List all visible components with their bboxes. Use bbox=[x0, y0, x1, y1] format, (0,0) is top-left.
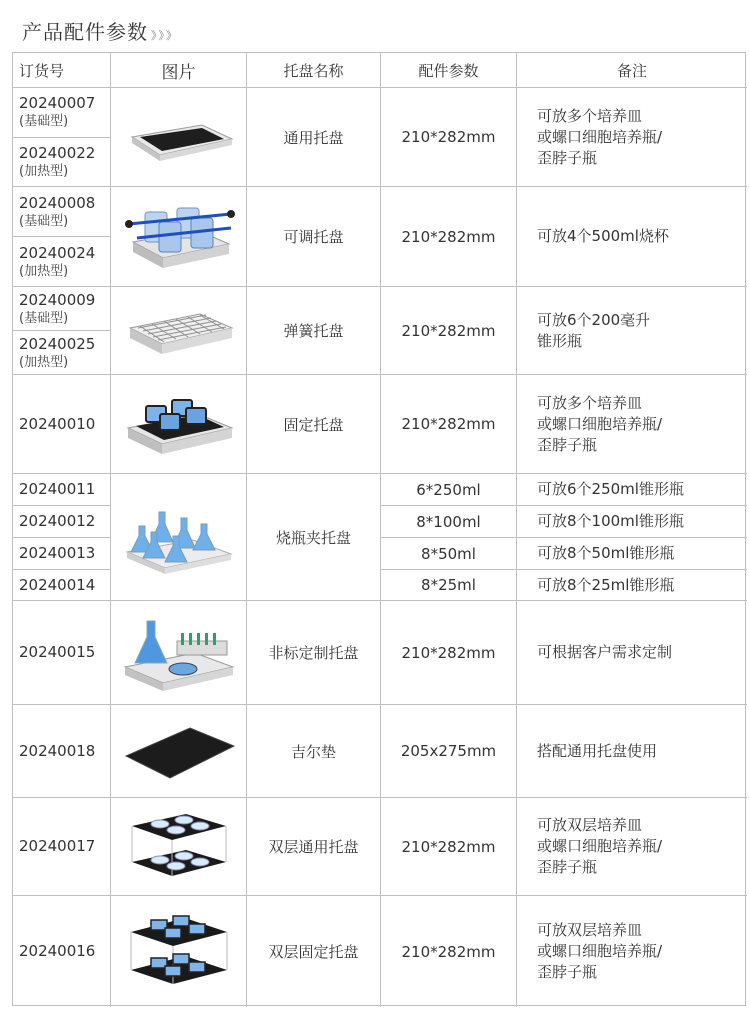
tray-parameter: 210*282mm bbox=[381, 896, 517, 1007]
tray-parameter: 210*282mm bbox=[381, 601, 517, 705]
tray-remark bbox=[517, 287, 747, 375]
spring-tray-image bbox=[111, 287, 247, 375]
tray-name: 双层固定托盘 bbox=[247, 896, 381, 1007]
tray-parameter: 205x275mm bbox=[381, 705, 517, 798]
order-type: (加热型) bbox=[19, 263, 69, 279]
order-type: (基础型) bbox=[19, 310, 69, 326]
tray-parameter: 210*282mm bbox=[381, 88, 517, 187]
remark-text: 搭配通用托盘使用 bbox=[537, 741, 658, 760]
tray-name: 固定托盘 bbox=[247, 375, 381, 474]
order-type: (基础型) bbox=[19, 114, 69, 130]
tray-remark bbox=[517, 88, 747, 187]
tray-remark: 可放6个250ml锥形瓶 bbox=[517, 474, 747, 506]
order-number: 20240016 bbox=[19, 942, 96, 960]
table-row-7-codes bbox=[13, 705, 111, 798]
page-title bbox=[22, 16, 179, 45]
tray-remark bbox=[517, 187, 747, 287]
title-chevrons: 》》》 bbox=[151, 29, 179, 42]
tray-parameter: 210*282mm bbox=[381, 798, 517, 896]
table-row-5-code-3 bbox=[13, 538, 111, 570]
tray-remark: 可放8个50ml锥形瓶 bbox=[517, 538, 747, 570]
flat-tray-image bbox=[111, 88, 247, 187]
tray-remark bbox=[517, 705, 747, 798]
order-number: 20240015 bbox=[19, 643, 96, 661]
tray-remark: 可放8个25ml锥形瓶 bbox=[517, 570, 747, 601]
tray-name: 烧瓶夹托盘 bbox=[247, 474, 381, 601]
header-remarks: 备注 bbox=[517, 53, 747, 88]
order-number: 20240012 bbox=[19, 512, 96, 530]
tray-name: 非标定制托盘 bbox=[247, 601, 381, 705]
table-row-5-code-1 bbox=[13, 474, 111, 506]
order-type: (加热型) bbox=[19, 163, 69, 179]
order-number: 20240017 bbox=[19, 837, 96, 855]
order-number: 20240022 bbox=[19, 143, 96, 162]
order-type: (基础型) bbox=[19, 213, 69, 229]
remark-text: 可根据客户需求定制 bbox=[537, 643, 673, 661]
table-row-1-codes bbox=[13, 88, 111, 187]
order-number: 20240009 bbox=[19, 290, 96, 309]
gel-mat-image bbox=[111, 705, 247, 798]
tray-parameter: 210*282mm bbox=[381, 187, 517, 287]
tray-remark: 可放8个100ml锥形瓶 bbox=[517, 506, 747, 538]
tray-name: 可调托盘 bbox=[247, 187, 381, 287]
order-number: 20240011 bbox=[19, 480, 96, 498]
header-picture: 图片 bbox=[111, 53, 247, 88]
tray-name: 通用托盘 bbox=[247, 88, 381, 187]
tray-name: 弹簧托盘 bbox=[247, 287, 381, 375]
remark-text: 可放双层培养皿 或螺口细胞培养瓶/ 歪脖子瓶 bbox=[537, 921, 663, 981]
double-layer-fixed-tray-image bbox=[111, 896, 247, 1007]
custom-tray-image bbox=[111, 601, 247, 705]
remark-text: 可放多个培养皿 或螺口细胞培养瓶/ 歪脖子瓶 bbox=[537, 393, 663, 454]
product-table bbox=[12, 52, 746, 1006]
order-number: 20240010 bbox=[19, 414, 96, 433]
tray-name: 吉尔垫 bbox=[247, 705, 381, 798]
tray-parameter: 210*282mm bbox=[381, 287, 517, 375]
table-row-3-codes bbox=[13, 287, 111, 375]
remark-text: 可放多个培养皿 或螺口细胞培养瓶/ 歪脖子瓶 bbox=[537, 106, 663, 167]
tray-parameter: 6*250ml bbox=[381, 474, 517, 506]
order-number: 20240024 bbox=[19, 243, 96, 262]
table-row-9-codes bbox=[13, 896, 111, 1007]
flask-clamp-tray-image bbox=[111, 474, 247, 601]
order-type: (加热型) bbox=[19, 354, 69, 370]
page-title-text: 产品配件参数 bbox=[22, 20, 148, 44]
table-row-8-codes bbox=[13, 798, 111, 896]
tray-parameter: 210*282mm bbox=[381, 375, 517, 474]
order-number: 20240014 bbox=[19, 575, 96, 594]
tray-remark bbox=[517, 896, 747, 1007]
tray-name: 双层通用托盘 bbox=[247, 798, 381, 896]
table-row-5-code-4 bbox=[13, 570, 111, 601]
table-row-5-code-2 bbox=[13, 506, 111, 538]
remark-text: 可放双层培养皿 或螺口细胞培养瓶/ 歪脖子瓶 bbox=[537, 816, 663, 876]
fixed-tray-image bbox=[111, 375, 247, 474]
header-parameters: 配件参数 bbox=[381, 53, 517, 88]
tray-parameter: 8*50ml bbox=[381, 538, 517, 570]
order-number: 20240025 bbox=[19, 334, 96, 353]
tray-remark bbox=[517, 601, 747, 705]
tray-parameter: 8*100ml bbox=[381, 506, 517, 538]
table-row-2-codes bbox=[13, 187, 111, 287]
adjustable-tray-image bbox=[111, 187, 247, 287]
order-number: 20240007 bbox=[19, 94, 96, 113]
remark-text: 可放6个200毫升 锥形瓶 bbox=[537, 310, 651, 350]
tray-remark bbox=[517, 375, 747, 474]
table-row-6-codes bbox=[13, 601, 111, 705]
header-order-no: 订货号 bbox=[13, 53, 111, 88]
header-tray-name: 托盘名称 bbox=[247, 53, 381, 88]
order-number: 20240013 bbox=[19, 544, 96, 562]
remark-text: 可放4个500ml烧杯 bbox=[537, 227, 669, 245]
tray-parameter: 8*25ml bbox=[381, 570, 517, 601]
table-row-4-codes bbox=[13, 375, 111, 474]
tray-remark bbox=[517, 798, 747, 896]
order-number: 20240008 bbox=[19, 193, 96, 212]
double-layer-tray-image bbox=[111, 798, 247, 896]
order-number: 20240018 bbox=[19, 741, 96, 760]
